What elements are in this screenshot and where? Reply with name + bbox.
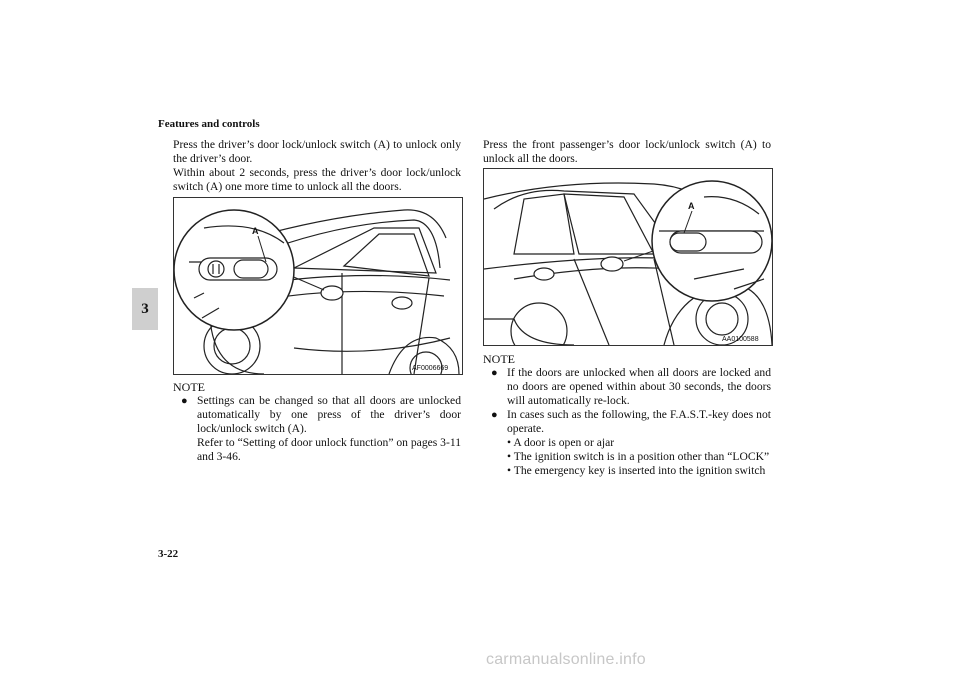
note-item-2-text: In cases such as the following, the F.A.S.T.-key does not operate. xyxy=(507,408,771,435)
bullet-icon: ● xyxy=(181,395,188,407)
note-title: NOTE xyxy=(483,352,515,366)
sub-item-1: • A door is open or ajar xyxy=(507,436,615,449)
bullet-icon: ● xyxy=(491,367,498,379)
section-header: Features and controls xyxy=(158,118,260,130)
note-title: NOTE xyxy=(173,380,205,394)
note-text-1: Settings can be changed so that all doors are unlocked automatically by one press of the driver’s door lock/unlock switch (A). xyxy=(197,394,461,435)
left-para-2: Within about 2 seconds, press the driver’s door lock/unlock switch (A) one more time to unlock all the doors. xyxy=(173,166,461,193)
page-number: 3-22 xyxy=(158,548,179,560)
note-item-2 xyxy=(491,408,771,478)
note-item-1 xyxy=(491,366,771,408)
figure-id: AF0006669 xyxy=(412,365,449,372)
right-intro: Press the front passenger’s door lock/unlock switch (A) to unlock all the doors. xyxy=(483,138,771,165)
note-item xyxy=(181,394,461,464)
watermark: carmanualsonline.info xyxy=(486,651,646,668)
left-note xyxy=(173,380,461,464)
driver-door-illustration xyxy=(174,198,462,374)
figure-id: AA0100588 xyxy=(722,336,759,343)
sub-item-3: • The emergency key is inserted into the ignition switch xyxy=(507,464,766,477)
left-intro xyxy=(173,138,461,194)
note-text-2: Refer to “Setting of door unlock function” on pages 3-11 and 3-46. xyxy=(197,436,461,463)
left-para-1: Press the driver’s door lock/unlock switch (A) to unlock only the driver’s door. xyxy=(173,138,461,165)
callout-a-label: A xyxy=(252,226,259,236)
note-item-1-text: If the doors are unlocked when all doors are locked and no doors are opened within about 30 seconds, the doors will automatically re-lock. xyxy=(507,366,771,407)
bullet-icon: ● xyxy=(491,409,498,421)
passenger-door-figure xyxy=(483,168,773,346)
right-note xyxy=(483,352,771,478)
callout-a-label: A xyxy=(688,201,695,211)
sub-item-2: • The ignition switch is in a position other than “LOCK” xyxy=(507,450,770,463)
section-tab: 3 xyxy=(132,288,158,330)
passenger-door-illustration xyxy=(484,169,772,345)
driver-door-figure xyxy=(173,197,463,375)
